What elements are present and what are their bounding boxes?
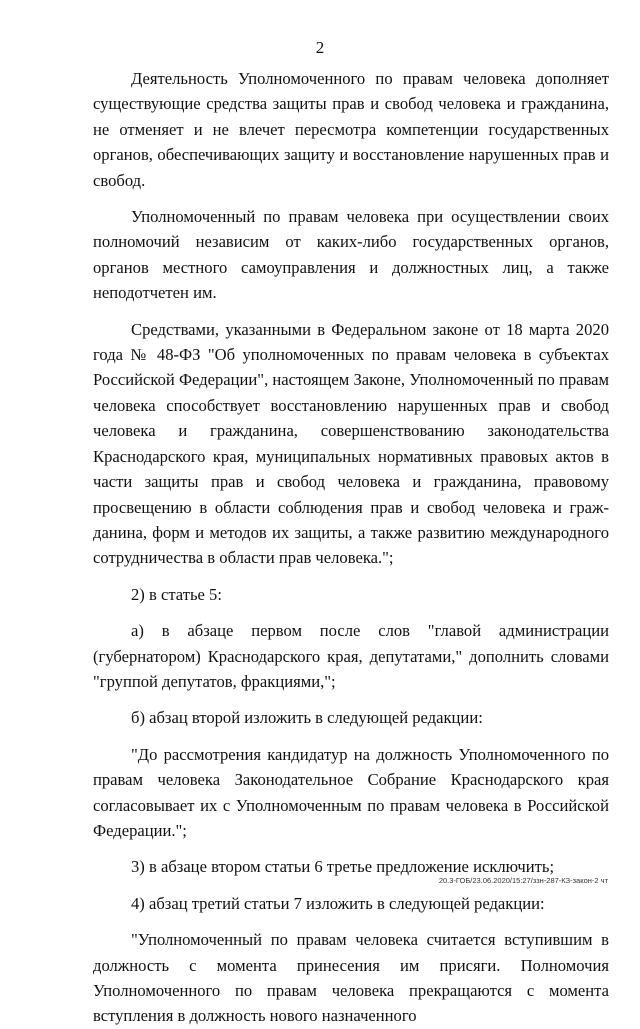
paragraph-9: 4) абзац третий статьи 7 изложить в следующей редакции:	[131, 893, 545, 913]
paragraph-7: "До рассмотрения кандидатур на должность Уполномоченного по правам человека Законодательное Собрание Краснодарского края согласовывает их с Уполномоченным по правам человека в Российской Федерации.";	[93, 744, 609, 840]
paragraph-10: "Уполномоченный по правам человека считается вступившим в должность с момента принесения им присяги. Полномочия Уполномоченного по правам человека прекращаются с момента вступления в должность нового назначенного	[93, 930, 609, 1026]
paragraph-4: 2) в статье 5:	[131, 584, 222, 604]
paragraph-6: б) абзац второй изложить в следующей редакции:	[131, 708, 483, 728]
page-number: 2	[315, 38, 325, 57]
paragraph-1: Деятельность Уполномоченного по правам человека дополняет существующие средства защиты прав и свобод человека и гражданина, не отменяет и не влечет пересмотра компетенции государственных органов, обеспечивающих защиту и восстановление нарушенных прав и свобод.	[93, 69, 609, 190]
paragraph-2: Уполномоченный по правам человека при осуществлении своих полномочий независим от каких-либо государственных органов, органов местного самоуправления и должностных лиц, а также неподотчетен им.	[93, 207, 609, 303]
paragraph-3: Средствами, указанными в Федеральном законе от 18 марта 2020 года № 48-ФЗ "Об уполномоченных по правам человека в субъектах Российской Федерации", настоящем Законе, Уполномоченный по правам человека способствует восстановлению нарушенных прав и свобод человека и гражданина, совершенствованию законодательства Краснодарского края, муниципальных нормативных правовых актов в части защиты прав и свобод человека и гражданина, правовому просвещению в области соблюдения прав и свобод человека и гражданина, форм и методов их защиты, а также развитию международного сотрудничества в области прав человека.";	[93, 319, 609, 568]
paragraph-5: а) в абзаце первом после слов "главой администрации (губернатором) Краснодарского края, депутатами," дополнить словами "группой депутатов, фракциями,";	[93, 621, 609, 691]
footer-document-code: 20.3-ГОБ/23.06.2020/15:27/ззн-287-КЗ-закон-2 чт	[438, 876, 608, 885]
paragraph-8: 3) в абзаце втором статьи 6 третье предложение исключить;	[131, 857, 555, 877]
